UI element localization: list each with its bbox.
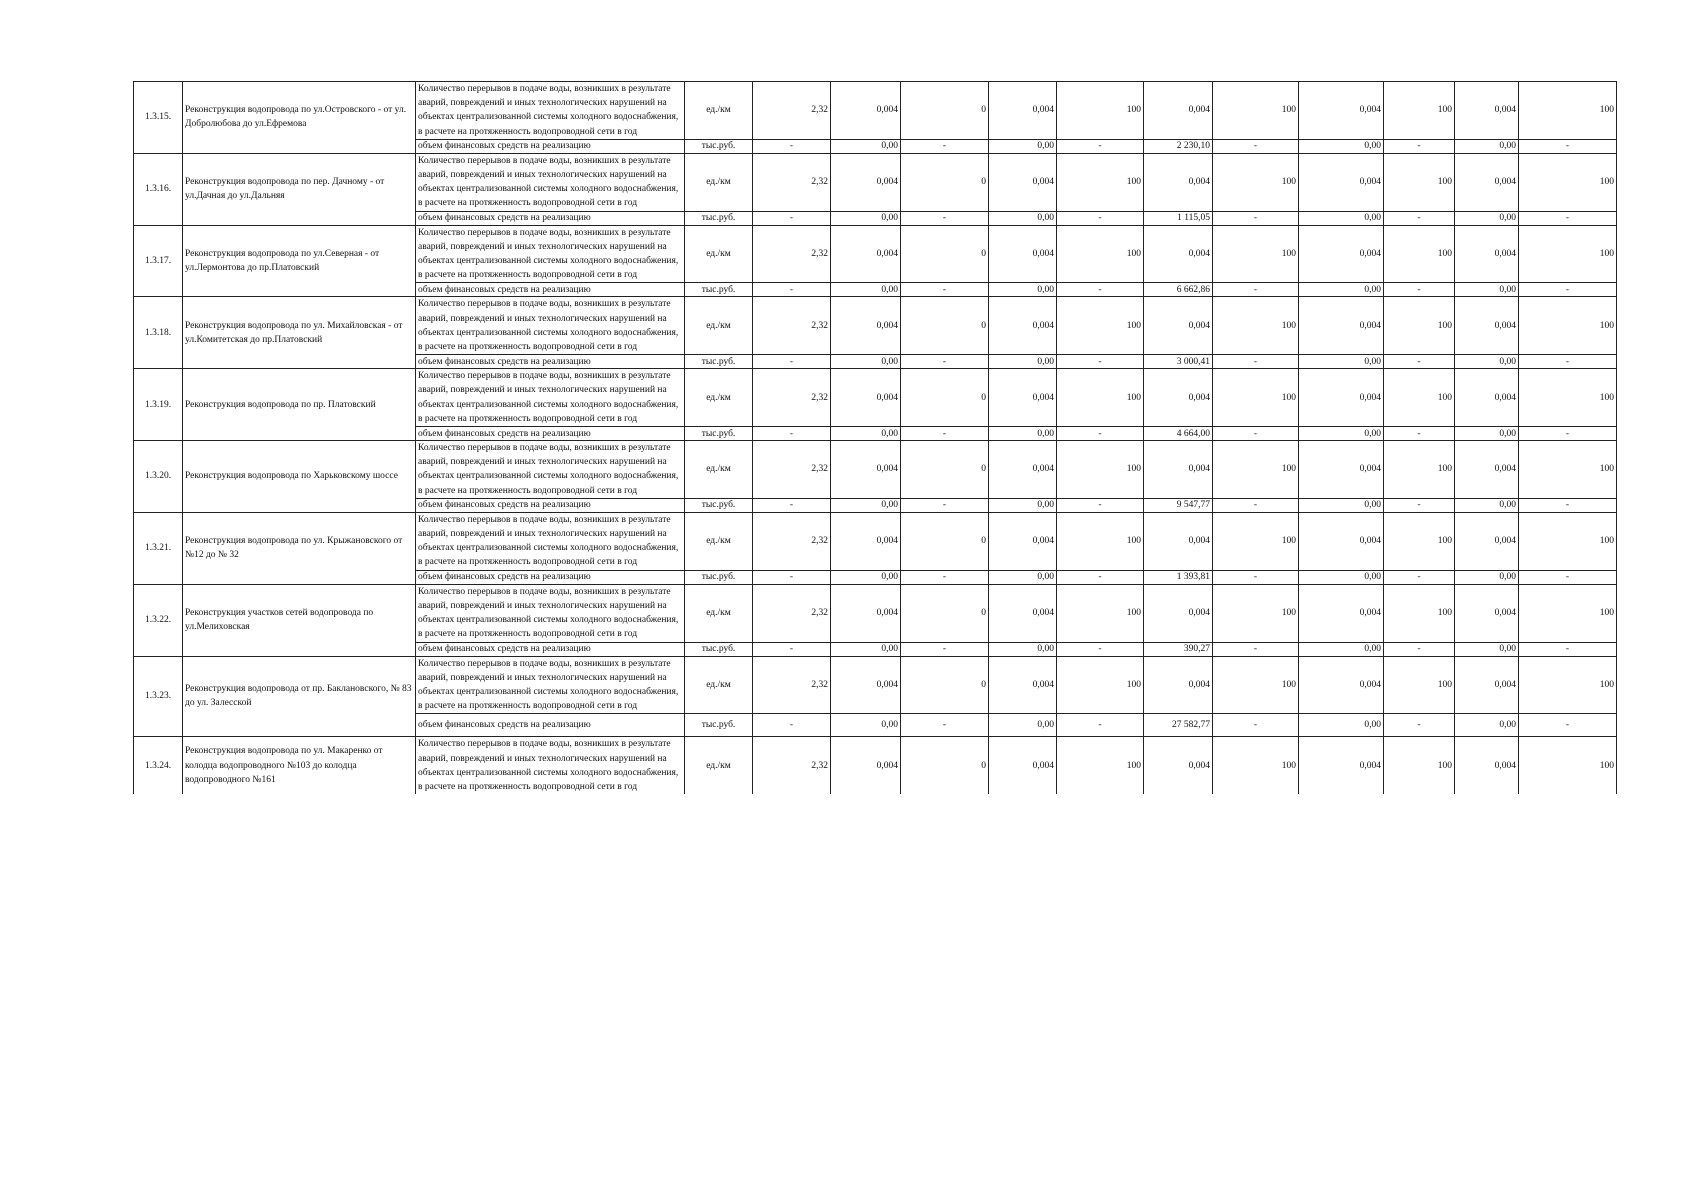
finance-value-cell: 0,00 bbox=[831, 498, 901, 512]
value-cell: 100 bbox=[1384, 82, 1455, 140]
finance-value-cell: - bbox=[1057, 283, 1144, 297]
finance-value-cell: - bbox=[901, 283, 989, 297]
value-cell: 0,004 bbox=[1455, 153, 1519, 211]
finance-value-cell: - bbox=[1213, 427, 1299, 441]
value-cell: 0 bbox=[901, 297, 989, 355]
value-cell: 100 bbox=[1213, 512, 1299, 570]
finance-value-cell: - bbox=[753, 211, 831, 225]
value-cell: 0,004 bbox=[831, 297, 901, 355]
value-cell: 100 bbox=[1213, 153, 1299, 211]
finance-value-cell: 0,00 bbox=[989, 283, 1057, 297]
finance-value-cell: - bbox=[1057, 714, 1144, 737]
value-cell: 100 bbox=[1384, 441, 1455, 499]
finance-value-cell: - bbox=[1213, 211, 1299, 225]
finance-label: объем финансовых средств на реализацию bbox=[416, 355, 685, 369]
finance-value-cell: - bbox=[1384, 283, 1455, 297]
unit-cell: ед./км bbox=[685, 737, 753, 794]
finance-value-cell: - bbox=[753, 642, 831, 656]
object-name: Реконструкция водопровода по пр. Платовский bbox=[183, 369, 416, 441]
finance-value-cell: 0,00 bbox=[1455, 139, 1519, 153]
finance-value-cell: - bbox=[901, 355, 989, 369]
table-row bbox=[134, 737, 1617, 794]
finance-unit: тыс.руб. bbox=[685, 714, 753, 737]
value-cell: 0,004 bbox=[989, 369, 1057, 427]
value-cell: 0,004 bbox=[1144, 441, 1213, 499]
object-name: Реконструкция водопровода по пер. Дачному - от ул.Дачная до ул.Дальняя bbox=[183, 153, 416, 225]
value-cell: 0,004 bbox=[1455, 369, 1519, 427]
value-cell: 100 bbox=[1213, 441, 1299, 499]
finance-value-cell: 0,00 bbox=[989, 355, 1057, 369]
value-cell: 0,004 bbox=[989, 82, 1057, 140]
finance-value-cell: - bbox=[1519, 211, 1617, 225]
value-cell: 100 bbox=[1384, 512, 1455, 570]
finance-value-cell: 0,00 bbox=[1299, 570, 1384, 584]
object-name: Реконструкция водопровода по ул. Макаренко от колодца водопроводного №103 до колодца водопроводного №161 bbox=[183, 737, 416, 794]
finance-value-cell: - bbox=[1213, 498, 1299, 512]
finance-value-cell: 0,00 bbox=[1299, 283, 1384, 297]
value-cell: 0 bbox=[901, 441, 989, 499]
finance-value-cell: - bbox=[1057, 211, 1144, 225]
finance-value-cell: - bbox=[1384, 714, 1455, 737]
finance-value-cell: 0,00 bbox=[1455, 427, 1519, 441]
finance-value-cell: - bbox=[1057, 139, 1144, 153]
indicator-text: Количество перерывов в подаче воды, возникших в результате аварий, повреждений и иных технологических нарушений на объектах централизованной системы холодного водоснабжения, в расчете на протяженность водопроводной сети в год bbox=[416, 441, 685, 499]
value-cell: 0,004 bbox=[1299, 737, 1384, 794]
finance-value-cell: 0,00 bbox=[1455, 642, 1519, 656]
value-cell: 0,004 bbox=[1299, 441, 1384, 499]
row-number: 1.3.15. bbox=[134, 82, 183, 154]
value-cell: 100 bbox=[1057, 153, 1144, 211]
value-cell: 100 bbox=[1384, 737, 1455, 794]
unit-cell: ед./км bbox=[685, 82, 753, 140]
object-name: Реконструкция водопровода по ул.Северная - от ул.Лермонтова до пр.Платовский bbox=[183, 225, 416, 297]
finance-value-cell: - bbox=[753, 570, 831, 584]
value-cell: 0,004 bbox=[1455, 441, 1519, 499]
unit-cell: ед./км bbox=[685, 153, 753, 211]
finance-value-cell: 0,00 bbox=[831, 355, 901, 369]
finance-value-cell: 3 000,41 bbox=[1144, 355, 1213, 369]
finance-value-cell: 0,00 bbox=[831, 211, 901, 225]
table-row bbox=[134, 82, 1617, 140]
value-cell: 0,004 bbox=[1455, 656, 1519, 714]
finance-value-cell: - bbox=[753, 714, 831, 737]
value-cell: 100 bbox=[1519, 441, 1617, 499]
value-cell: 100 bbox=[1057, 369, 1144, 427]
finance-value-cell: 0,00 bbox=[1299, 427, 1384, 441]
finance-value-cell: 0,00 bbox=[831, 642, 901, 656]
finance-value-cell: - bbox=[753, 355, 831, 369]
finance-value-cell: 1 393,81 bbox=[1144, 570, 1213, 584]
value-cell: 100 bbox=[1384, 369, 1455, 427]
finance-label: объем финансовых средств на реализацию bbox=[416, 139, 685, 153]
finance-unit: тыс.руб. bbox=[685, 427, 753, 441]
indicator-text: Количество перерывов в подаче воды, возникших в результате аварий, повреждений и иных технологических нарушений на объектах централизованной системы холодного водоснабжения, в расчете на протяженность водопроводной сети в год bbox=[416, 512, 685, 570]
finance-value-cell: 0,00 bbox=[831, 139, 901, 153]
value-cell: 100 bbox=[1384, 656, 1455, 714]
value-cell: 100 bbox=[1519, 82, 1617, 140]
value-cell: 0,004 bbox=[1144, 369, 1213, 427]
value-cell: 0,004 bbox=[1455, 584, 1519, 642]
finance-value-cell: - bbox=[901, 642, 989, 656]
finance-unit: тыс.руб. bbox=[685, 283, 753, 297]
value-cell: 0,004 bbox=[1144, 512, 1213, 570]
indicator-text: Количество перерывов в подаче воды, возникших в результате аварий, повреждений и иных технологических нарушений на объектах централизованной системы холодного водоснабжения, в расчете на протяженность водопроводной сети в год bbox=[416, 584, 685, 642]
value-cell: 2,32 bbox=[753, 512, 831, 570]
value-cell: 0,004 bbox=[989, 441, 1057, 499]
value-cell: 0,004 bbox=[989, 153, 1057, 211]
value-cell: 100 bbox=[1057, 225, 1144, 283]
row-number: 1.3.21. bbox=[134, 512, 183, 584]
object-name: Реконструкция участков сетей водопровода по ул.Мелиховская bbox=[183, 584, 416, 656]
value-cell: 100 bbox=[1384, 584, 1455, 642]
indicator-text: Количество перерывов в подаче воды, возникших в результате аварий, повреждений и иных технологических нарушений на объектах централизованной системы холодного водоснабжения, в расчете на протяженность водопроводной сети в год bbox=[416, 656, 685, 714]
finance-value-cell: - bbox=[1519, 714, 1617, 737]
finance-value-cell: 0,00 bbox=[1455, 498, 1519, 512]
value-cell: 2,32 bbox=[753, 225, 831, 283]
value-cell: 100 bbox=[1519, 737, 1617, 794]
row-number: 1.3.16. bbox=[134, 153, 183, 225]
value-cell: 0,004 bbox=[1455, 737, 1519, 794]
finance-value-cell: 0,00 bbox=[989, 570, 1057, 584]
value-cell: 0,004 bbox=[1299, 656, 1384, 714]
finance-value-cell: - bbox=[1384, 642, 1455, 656]
finance-value-cell: - bbox=[1519, 570, 1617, 584]
value-cell: 2,32 bbox=[753, 656, 831, 714]
value-cell: 2,32 bbox=[753, 441, 831, 499]
finance-value-cell: 0,00 bbox=[831, 427, 901, 441]
finance-value-cell: - bbox=[753, 283, 831, 297]
value-cell: 0,004 bbox=[831, 153, 901, 211]
finance-label: объем финансовых средств на реализацию bbox=[416, 283, 685, 297]
finance-value-cell: - bbox=[1384, 498, 1455, 512]
row-number: 1.3.18. bbox=[134, 297, 183, 369]
finance-value-cell: 0,00 bbox=[1455, 355, 1519, 369]
value-cell: 100 bbox=[1384, 153, 1455, 211]
value-cell: 100 bbox=[1519, 369, 1617, 427]
finance-value-cell: 0,00 bbox=[831, 570, 901, 584]
finance-value-cell: - bbox=[901, 570, 989, 584]
table-row bbox=[134, 656, 1617, 714]
value-cell: 100 bbox=[1213, 737, 1299, 794]
value-cell: 2,32 bbox=[753, 297, 831, 355]
table-row bbox=[134, 512, 1617, 570]
object-name: Реконструкция водопровода по ул. Крыжановского от №12 до № 32 bbox=[183, 512, 416, 584]
finance-label: объем финансовых средств на реализацию bbox=[416, 211, 685, 225]
value-cell: 100 bbox=[1213, 225, 1299, 283]
value-cell: 0,004 bbox=[1144, 297, 1213, 355]
row-number: 1.3.22. bbox=[134, 584, 183, 656]
indicator-text: Количество перерывов в подаче воды, возникших в результате аварий, повреждений и иных технологических нарушений на объектах централизованной системы холодного водоснабжения, в расчете на протяженность водопроводной сети в год bbox=[416, 369, 685, 427]
value-cell: 0,004 bbox=[989, 656, 1057, 714]
finance-value-cell: 0,00 bbox=[989, 139, 1057, 153]
value-cell: 0,004 bbox=[1144, 584, 1213, 642]
finance-unit: тыс.руб. bbox=[685, 355, 753, 369]
value-cell: 0,004 bbox=[1299, 297, 1384, 355]
finance-label: объем финансовых средств на реализацию bbox=[416, 570, 685, 584]
row-number: 1.3.24. bbox=[134, 737, 183, 794]
value-cell: 2,32 bbox=[753, 82, 831, 140]
table-row bbox=[134, 153, 1617, 211]
value-cell: 100 bbox=[1057, 441, 1144, 499]
value-cell: 0 bbox=[901, 737, 989, 794]
finance-value-cell: - bbox=[1519, 427, 1617, 441]
object-name: Реконструкция водопровода по Харьковскому шоссе bbox=[183, 441, 416, 513]
value-cell: 0,004 bbox=[1144, 737, 1213, 794]
unit-cell: ед./км bbox=[685, 512, 753, 570]
finance-value-cell: - bbox=[1057, 570, 1144, 584]
table-body bbox=[134, 82, 1617, 795]
finance-label: объем финансовых средств на реализацию bbox=[416, 498, 685, 512]
finance-value-cell: 0,00 bbox=[1455, 211, 1519, 225]
finance-value-cell: 0,00 bbox=[989, 211, 1057, 225]
value-cell: 0,004 bbox=[831, 225, 901, 283]
value-cell: 0,004 bbox=[1144, 225, 1213, 283]
value-cell: 0,004 bbox=[831, 369, 901, 427]
finance-value-cell: 0,00 bbox=[989, 498, 1057, 512]
finance-value-cell: 0,00 bbox=[989, 642, 1057, 656]
finance-value-cell: - bbox=[901, 714, 989, 737]
table-row bbox=[134, 441, 1617, 499]
finance-unit: тыс.руб. bbox=[685, 498, 753, 512]
value-cell: 100 bbox=[1057, 82, 1144, 140]
value-cell: 100 bbox=[1519, 584, 1617, 642]
finance-value-cell: 0,00 bbox=[1299, 355, 1384, 369]
value-cell: 100 bbox=[1213, 369, 1299, 427]
finance-value-cell: 0,00 bbox=[1299, 211, 1384, 225]
value-cell: 0,004 bbox=[1299, 225, 1384, 283]
value-cell: 0 bbox=[901, 512, 989, 570]
table-row bbox=[134, 584, 1617, 642]
finance-label: объем финансовых средств на реализацию bbox=[416, 714, 685, 737]
finance-value-cell: - bbox=[753, 498, 831, 512]
finance-value-cell: - bbox=[1057, 427, 1144, 441]
value-cell: 100 bbox=[1213, 656, 1299, 714]
finance-value-cell: - bbox=[901, 498, 989, 512]
unit-cell: ед./км bbox=[685, 369, 753, 427]
finance-value-cell: 0,00 bbox=[1299, 642, 1384, 656]
row-number: 1.3.20. bbox=[134, 441, 183, 513]
finance-value-cell: 390,27 bbox=[1144, 642, 1213, 656]
finance-value-cell: - bbox=[753, 427, 831, 441]
value-cell: 0 bbox=[901, 369, 989, 427]
indicator-text: Количество перерывов в подаче воды, возникших в результате аварий, повреждений и иных технологических нарушений на объектах централизованной системы холодного водоснабжения, в расчете на протяженность водопроводной сети в год bbox=[416, 737, 685, 794]
finance-value-cell: 0,00 bbox=[1455, 714, 1519, 737]
value-cell: 0,004 bbox=[1144, 153, 1213, 211]
value-cell: 0,004 bbox=[831, 82, 901, 140]
finance-value-cell: - bbox=[1519, 355, 1617, 369]
value-cell: 100 bbox=[1057, 297, 1144, 355]
unit-cell: ед./км bbox=[685, 656, 753, 714]
finance-value-cell: - bbox=[901, 211, 989, 225]
unit-cell: ед./км bbox=[685, 584, 753, 642]
finance-value-cell: - bbox=[1213, 570, 1299, 584]
value-cell: 0,004 bbox=[1299, 512, 1384, 570]
unit-cell: ед./км bbox=[685, 225, 753, 283]
value-cell: 0,004 bbox=[831, 584, 901, 642]
finance-label: объем финансовых средств на реализацию bbox=[416, 642, 685, 656]
value-cell: 100 bbox=[1057, 584, 1144, 642]
finance-value-cell: - bbox=[1213, 355, 1299, 369]
value-cell: 0 bbox=[901, 656, 989, 714]
finance-value-cell: - bbox=[1213, 642, 1299, 656]
value-cell: 100 bbox=[1384, 297, 1455, 355]
object-name: Реконструкция водопровода от пр. Баклановского, № 83 до ул. Залесской bbox=[183, 656, 416, 737]
finance-value-cell: 2 230,10 bbox=[1144, 139, 1213, 153]
finance-value-cell: 6 662,86 bbox=[1144, 283, 1213, 297]
value-cell: 0,004 bbox=[831, 737, 901, 794]
finance-value-cell: - bbox=[1384, 427, 1455, 441]
value-cell: 0,004 bbox=[989, 225, 1057, 283]
finance-value-cell: - bbox=[1213, 714, 1299, 737]
object-name: Реконструкция водопровода по ул. Михайловская - от ул.Комитетская до пр.Платовский bbox=[183, 297, 416, 369]
finance-value-cell: 0,00 bbox=[831, 283, 901, 297]
finance-value-cell: - bbox=[1519, 283, 1617, 297]
row-number: 1.3.17. bbox=[134, 225, 183, 297]
value-cell: 100 bbox=[1213, 297, 1299, 355]
value-cell: 100 bbox=[1057, 512, 1144, 570]
value-cell: 0 bbox=[901, 153, 989, 211]
row-number: 1.3.23. bbox=[134, 656, 183, 737]
value-cell: 0,004 bbox=[989, 512, 1057, 570]
finance-value-cell: - bbox=[1057, 355, 1144, 369]
value-cell: 0,004 bbox=[989, 297, 1057, 355]
value-cell: 0,004 bbox=[831, 656, 901, 714]
finance-value-cell: 0,00 bbox=[1455, 570, 1519, 584]
value-cell: 0,004 bbox=[831, 441, 901, 499]
finance-value-cell: 0,00 bbox=[1299, 498, 1384, 512]
value-cell: 100 bbox=[1519, 512, 1617, 570]
value-cell: 0 bbox=[901, 584, 989, 642]
value-cell: 100 bbox=[1384, 225, 1455, 283]
indicator-text: Количество перерывов в подаче воды, возникших в результате аварий, повреждений и иных технологических нарушений на объектах централизованной системы холодного водоснабжения, в расчете на протяженность водопроводной сети в год bbox=[416, 153, 685, 211]
finance-value-cell: - bbox=[1213, 139, 1299, 153]
finance-value-cell: - bbox=[1384, 355, 1455, 369]
value-cell: 0 bbox=[901, 82, 989, 140]
finance-value-cell: - bbox=[1519, 642, 1617, 656]
value-cell: 0,004 bbox=[1455, 512, 1519, 570]
finance-value-cell: - bbox=[1519, 498, 1617, 512]
value-cell: 0,004 bbox=[1455, 225, 1519, 283]
finance-value-cell: 0,00 bbox=[831, 714, 901, 737]
value-cell: 2,32 bbox=[753, 369, 831, 427]
value-cell: 0,004 bbox=[989, 737, 1057, 794]
value-cell: 0,004 bbox=[1299, 369, 1384, 427]
value-cell: 100 bbox=[1213, 584, 1299, 642]
finance-value-cell: - bbox=[1384, 211, 1455, 225]
value-cell: 100 bbox=[1057, 656, 1144, 714]
finance-value-cell: 0,00 bbox=[1455, 283, 1519, 297]
indicator-text: Количество перерывов в подаче воды, возникших в результате аварий, повреждений и иных технологических нарушений на объектах централизованной системы холодного водоснабжения, в расчете на протяженность водопроводной сети в год bbox=[416, 225, 685, 283]
finance-value-cell: 0,00 bbox=[1299, 139, 1384, 153]
finance-label: объем финансовых средств на реализацию bbox=[416, 427, 685, 441]
row-number: 1.3.19. bbox=[134, 369, 183, 441]
object-name: Реконструкция водопровода по ул.Островского - от ул. Добролюбова до ул.Ефремова bbox=[183, 82, 416, 154]
indicator-text: Количество перерывов в подаче воды, возникших в результате аварий, повреждений и иных технологических нарушений на объектах централизованной системы холодного водоснабжения, в расчете на протяженность водопроводной сети в год bbox=[416, 297, 685, 355]
value-cell: 2,32 bbox=[753, 153, 831, 211]
value-cell: 0 bbox=[901, 225, 989, 283]
finance-unit: тыс.руб. bbox=[685, 642, 753, 656]
finance-value-cell: - bbox=[1519, 139, 1617, 153]
value-cell: 100 bbox=[1519, 656, 1617, 714]
finance-value-cell: - bbox=[1384, 139, 1455, 153]
value-cell: 100 bbox=[1519, 225, 1617, 283]
finance-value-cell: - bbox=[1057, 498, 1144, 512]
value-cell: 0,004 bbox=[1299, 153, 1384, 211]
unit-cell: ед./км bbox=[685, 297, 753, 355]
finance-unit: тыс.руб. bbox=[685, 139, 753, 153]
finance-value-cell: 1 115,05 bbox=[1144, 211, 1213, 225]
indicator-text: Количество перерывов в подаче воды, возникших в результате аварий, повреждений и иных технологических нарушений на объектах централизованной системы холодного водоснабжения, в расчете на протяженность водопроводной сети в год bbox=[416, 82, 685, 140]
finance-unit: тыс.руб. bbox=[685, 570, 753, 584]
water-supply-reconstruction-table bbox=[133, 81, 1617, 794]
finance-value-cell: - bbox=[1057, 642, 1144, 656]
finance-value-cell: - bbox=[753, 139, 831, 153]
value-cell: 2,32 bbox=[753, 737, 831, 794]
table-row bbox=[134, 225, 1617, 283]
value-cell: 100 bbox=[1519, 153, 1617, 211]
finance-value-cell: - bbox=[1384, 570, 1455, 584]
value-cell: 0,004 bbox=[1299, 82, 1384, 140]
finance-value-cell: - bbox=[1213, 283, 1299, 297]
value-cell: 0,004 bbox=[831, 512, 901, 570]
finance-value-cell: - bbox=[901, 139, 989, 153]
value-cell: 100 bbox=[1213, 82, 1299, 140]
finance-value-cell: 0,00 bbox=[989, 427, 1057, 441]
finance-value-cell: 9 547,77 bbox=[1144, 498, 1213, 512]
value-cell: 0,004 bbox=[1455, 297, 1519, 355]
finance-value-cell: 4 664,00 bbox=[1144, 427, 1213, 441]
unit-cell: ед./км bbox=[685, 441, 753, 499]
finance-value-cell: 0,00 bbox=[989, 714, 1057, 737]
value-cell: 100 bbox=[1057, 737, 1144, 794]
value-cell: 0,004 bbox=[1144, 82, 1213, 140]
finance-value-cell: - bbox=[901, 427, 989, 441]
value-cell: 2,32 bbox=[753, 584, 831, 642]
table-row bbox=[134, 297, 1617, 355]
finance-value-cell: 0,00 bbox=[1299, 714, 1384, 737]
value-cell: 100 bbox=[1519, 297, 1617, 355]
table-row bbox=[134, 369, 1617, 427]
finance-unit: тыс.руб. bbox=[685, 211, 753, 225]
value-cell: 0,004 bbox=[1144, 656, 1213, 714]
value-cell: 0,004 bbox=[1299, 584, 1384, 642]
finance-value-cell: 27 582,77 bbox=[1144, 714, 1213, 737]
value-cell: 0,004 bbox=[1455, 82, 1519, 140]
value-cell: 0,004 bbox=[989, 584, 1057, 642]
